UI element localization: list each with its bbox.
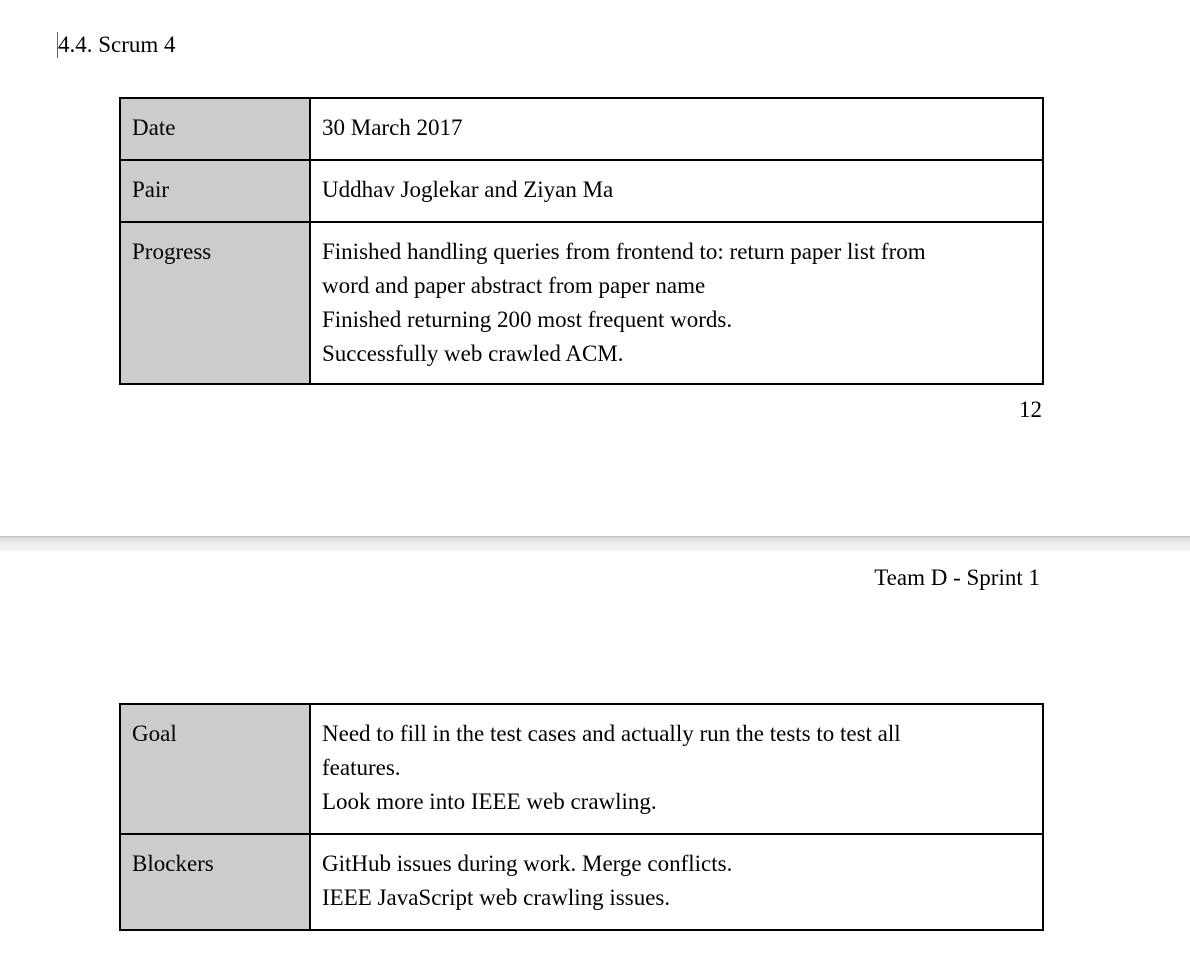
label-cell-pair[interactable]: Pair <box>120 160 310 222</box>
goal-line: Look more into IEEE web crawling. <box>322 789 657 814</box>
page-number: 12 <box>1019 397 1042 422</box>
value-cell-goal[interactable] <box>310 704 1043 834</box>
value-cell-progress[interactable] <box>310 222 1043 384</box>
table-row-date <box>120 98 1043 160</box>
scrum-table-part-1 <box>119 97 1044 385</box>
goal-line: Need to fill in the test cases and actually run the tests to test all <box>322 721 901 746</box>
table-row-blockers <box>120 834 1043 930</box>
label-cell-date[interactable]: Date <box>120 98 310 160</box>
table-row-pair <box>120 160 1043 222</box>
blockers-line: GitHub issues during work. Merge conflicts. <box>322 851 733 876</box>
progress-line: Finished handling queries from frontend to: return paper list from <box>322 239 926 264</box>
value-cell-date[interactable] <box>310 98 1043 160</box>
progress-line: Successfully web crawled ACM. <box>322 341 624 366</box>
page-break-separator <box>0 536 1190 552</box>
goal-line: features. <box>322 755 401 780</box>
pair-value: Uddhav Joglekar and Ziyan Ma <box>322 177 614 202</box>
date-value: 30 March 2017 <box>322 115 463 140</box>
document-page-2 <box>0 551 1190 956</box>
table-row-progress <box>120 222 1043 384</box>
page-header-title: Team D - Sprint 1 <box>874 565 1040 590</box>
section-heading[interactable]: 4.4. Scrum 4 <box>58 32 176 57</box>
progress-line: word and paper abstract from paper name <box>322 273 706 298</box>
scrum-table-part-2 <box>119 703 1044 931</box>
label-cell-goal[interactable]: Goal <box>120 704 310 834</box>
table-row-goal <box>120 704 1043 834</box>
progress-line: Finished returning 200 most frequent words. <box>322 307 733 332</box>
blockers-line: IEEE JavaScript web crawling issues. <box>322 885 671 910</box>
label-cell-blockers[interactable]: Blockers <box>120 834 310 930</box>
label-cell-progress[interactable]: Progress <box>120 222 310 384</box>
value-cell-blockers[interactable] <box>310 834 1043 930</box>
value-cell-pair[interactable] <box>310 160 1043 222</box>
